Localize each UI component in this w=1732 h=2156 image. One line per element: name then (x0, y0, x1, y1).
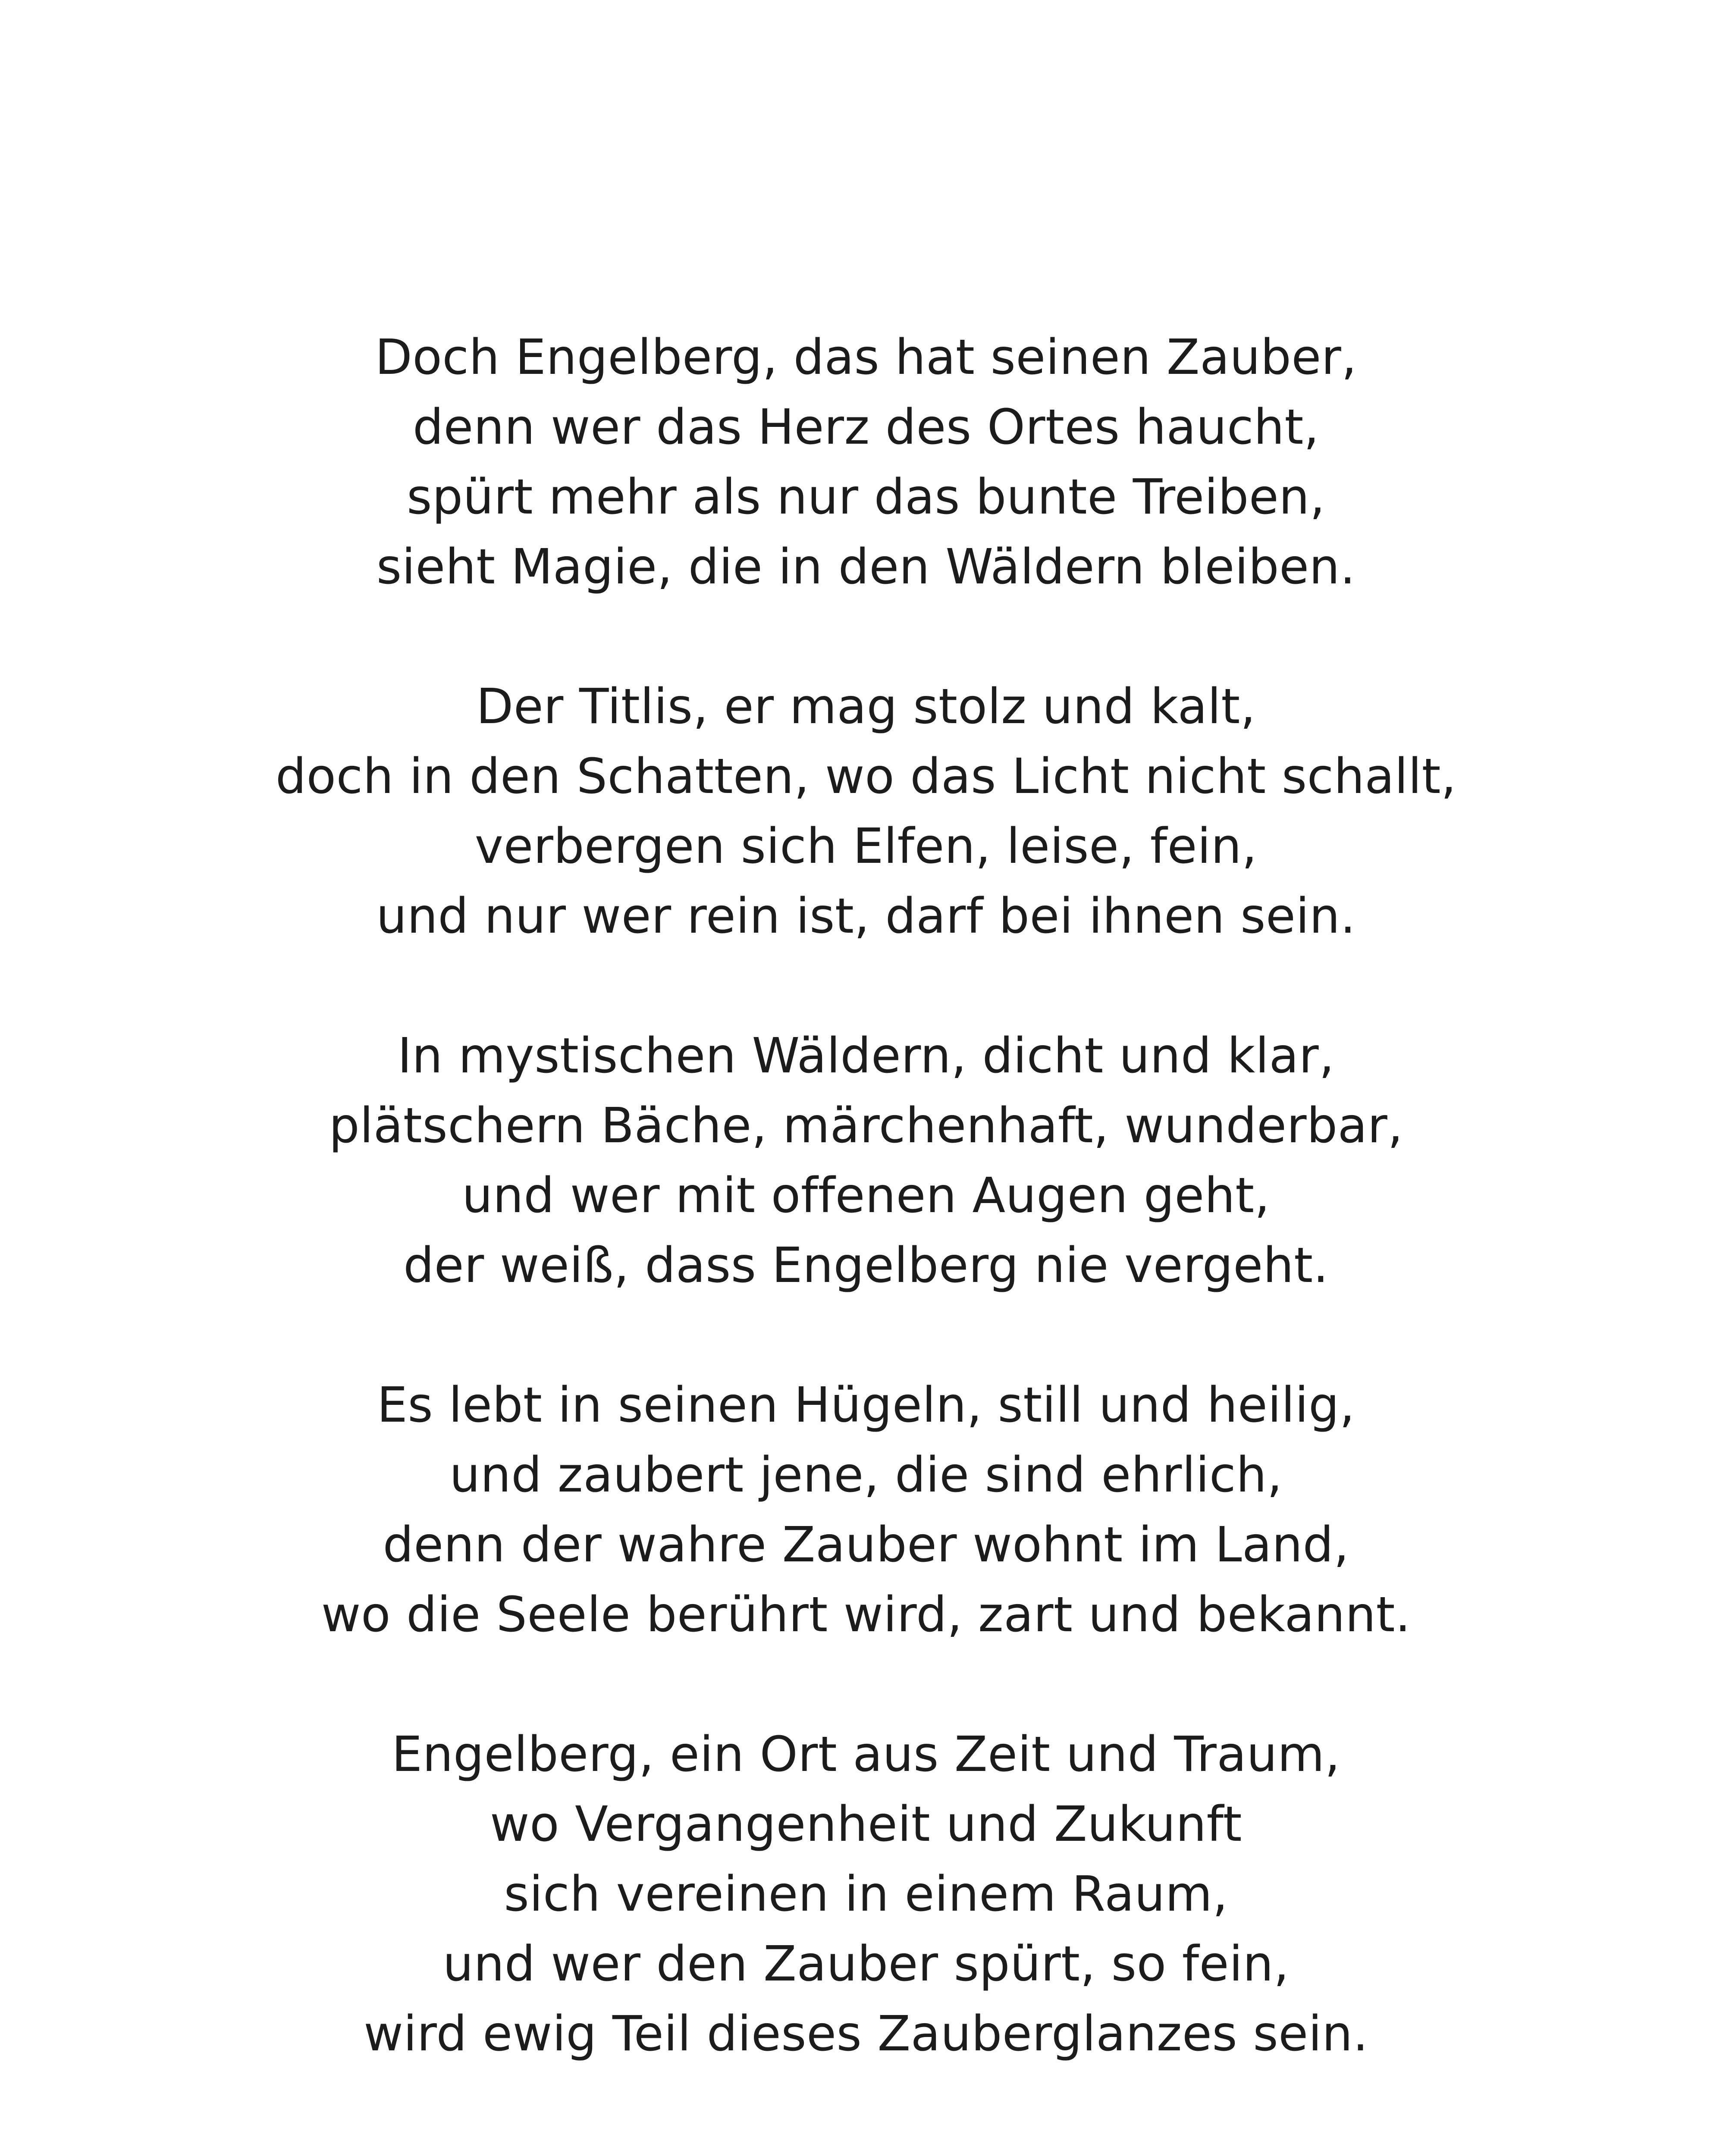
poem-line: und wer den Zauber spürt, so fein, (442, 1936, 1290, 1992)
poem-line: In mystischen Wäldern, dicht und klar, (397, 1028, 1335, 1084)
poem-line: denn wer das Herz des Ortes haucht, (412, 399, 1320, 455)
poem-line: denn der wahre Zauber wohnt im Land, (383, 1517, 1349, 1573)
poem-line: wird ewig Teil dieses Zauberglanzes sein. (364, 2006, 1368, 2062)
poem-line: sieht Magie, die in den Wäldern bleiben. (376, 539, 1356, 595)
poem-line: der weiß, dass Engelberg nie vergeht. (403, 1238, 1329, 1294)
poem-line: wo die Seele berührt wird, zart und bekannt. (321, 1587, 1411, 1643)
stanza-1 (176, 323, 1556, 602)
stanza-4 (176, 1370, 1556, 1650)
poem-line: wo Vergangenheit und Zukunft (490, 1796, 1242, 1852)
poem-line: doch in den Schatten, wo das Licht nicht schallt, (275, 749, 1457, 805)
stanza-3 (176, 1021, 1556, 1300)
poem-line: spürt mehr als nur das bunte Treiben, (407, 469, 1325, 525)
poem-line: sich vereinen in einem Raum, (504, 1866, 1228, 1922)
poem (176, 323, 1556, 2069)
poem-line: und nur wer rein ist, darf bei ihnen sein. (376, 888, 1356, 944)
poem-line: Der Titlis, er mag stolz und kalt, (476, 679, 1256, 735)
poem-line: plätschern Bäche, märchenhaft, wunderbar, (329, 1098, 1403, 1154)
poem-line: Doch Engelberg, das hat seinen Zauber, (375, 329, 1357, 385)
poem-line: verbergen sich Elfen, leise, fein, (474, 818, 1258, 874)
poem-line: Engelberg, ein Ort aus Zeit und Traum, (392, 1727, 1340, 1783)
poem-line: und wer mit offenen Augen geht, (462, 1168, 1270, 1224)
stanza-5 (176, 1720, 1556, 2069)
poem-line: Es lebt in seinen Hügeln, still und heilig, (377, 1377, 1355, 1433)
stanza-2 (176, 672, 1556, 951)
poem-line: und zaubert jene, die sind ehrlich, (449, 1447, 1283, 1503)
